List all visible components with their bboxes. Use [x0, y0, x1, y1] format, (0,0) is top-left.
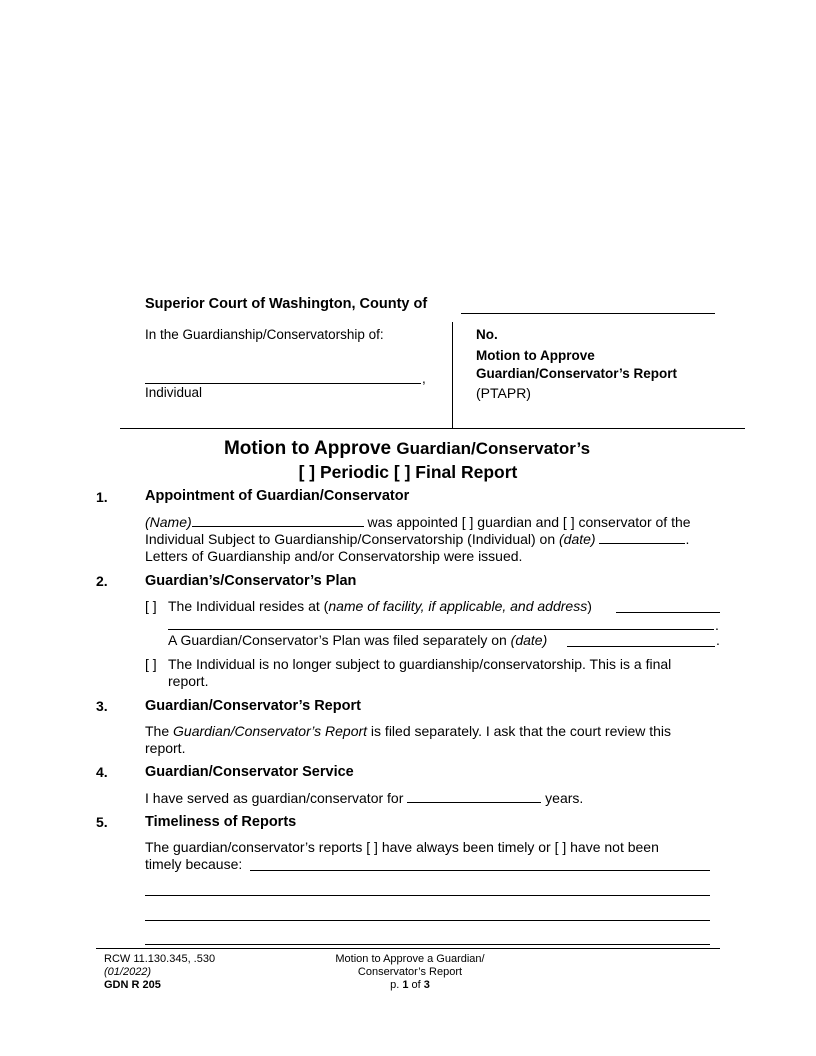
comma: ,	[422, 371, 426, 386]
page-number: p. 1 of 3	[390, 979, 430, 991]
reason-field-4[interactable]	[145, 944, 710, 945]
page-title: Motion to Approve Guardian/Conservator’s [ ] Periodic [ ] Final Report	[223, 438, 591, 482]
section-3-number: 3.	[96, 698, 108, 714]
section-1-number: 1.	[96, 489, 108, 505]
checkbox-resides[interactable]: [ ]	[145, 598, 157, 614]
plan-filed-text: A Guardian/Conservator’s Plan was filed separately on (date)	[168, 632, 548, 648]
section-4-heading: Guardian/Conservator Service	[145, 764, 354, 780]
plan-period: .	[716, 632, 720, 648]
section-3-body: The Guardian/Conservator’s Report is filed separately. I ask that the court review this report.	[145, 723, 672, 756]
address-period: .	[715, 617, 719, 633]
county-field[interactable]	[461, 313, 715, 314]
court-heading: Superior Court of Washington, County of	[145, 296, 428, 312]
checkbox-final[interactable]: [ ]	[145, 656, 157, 672]
address-field-2[interactable]	[168, 629, 714, 630]
appointment-date-field[interactable]	[599, 531, 685, 544]
caption-divider	[452, 322, 453, 429]
section-3-heading: Guardian/Conservator’s Report	[145, 698, 361, 714]
section-5-heading: Timeliness of Reports	[145, 814, 297, 830]
reason-field-2[interactable]	[145, 895, 710, 896]
section-4-body: I have served as guardian/conservator for years.	[145, 790, 584, 806]
reason-field-3[interactable]	[145, 920, 710, 921]
doc-title-line1: Motion to Approve	[476, 348, 595, 363]
section-1-body: (Name) was appointed [ ] guardian and [ ] conservator of the Individual Subject to Guardianship/Conservatorship (Individual) on (date) . Letters of Guardianship and/or Conservatorship were issued.	[145, 514, 691, 564]
address-field-1[interactable]	[616, 612, 720, 613]
case-number-label: No.	[476, 327, 498, 342]
doc-title-line2: Guardian/Conservator’s Report	[476, 366, 678, 381]
section-2-number: 2.	[96, 573, 108, 589]
section-2-heading: Guardian’s/Conservator’s Plan	[145, 573, 357, 589]
section-1-heading: Appointment of Guardian/Conservator	[145, 488, 410, 504]
section-5-number: 5.	[96, 814, 108, 830]
appointee-name-field[interactable]	[192, 514, 364, 527]
section-5-body: The guardian/conservator’s reports [ ] have always been timely or [ ] have not been timely because:	[145, 839, 659, 872]
caption-bottom-rule	[120, 428, 745, 429]
plan-date-field[interactable]	[567, 646, 715, 647]
individual-name-field[interactable]	[145, 383, 421, 384]
footer-center: Motion to Approve a Guardian/ Conservator’s Report p. 1 of 3	[300, 953, 520, 992]
final-report-text: The Individual is no longer subject to guardianship/conservatorship. This is a final report.	[168, 656, 672, 689]
in-the-matter-label: In the Guardianship/Conservatorship of:	[145, 327, 384, 342]
reason-field-1[interactable]	[250, 870, 710, 871]
doc-code: (PTAPR)	[476, 385, 531, 401]
individual-label: Individual	[145, 385, 203, 400]
years-served-field[interactable]	[407, 790, 541, 803]
resides-text: The Individual resides at (name of facility, if applicable, and address)	[168, 598, 592, 614]
footer-left: RCW 11.130.345, .530 (01/2022) GDN R 205	[104, 953, 216, 991]
section-4-number: 4.	[96, 764, 108, 780]
footer-rule	[96, 948, 720, 949]
